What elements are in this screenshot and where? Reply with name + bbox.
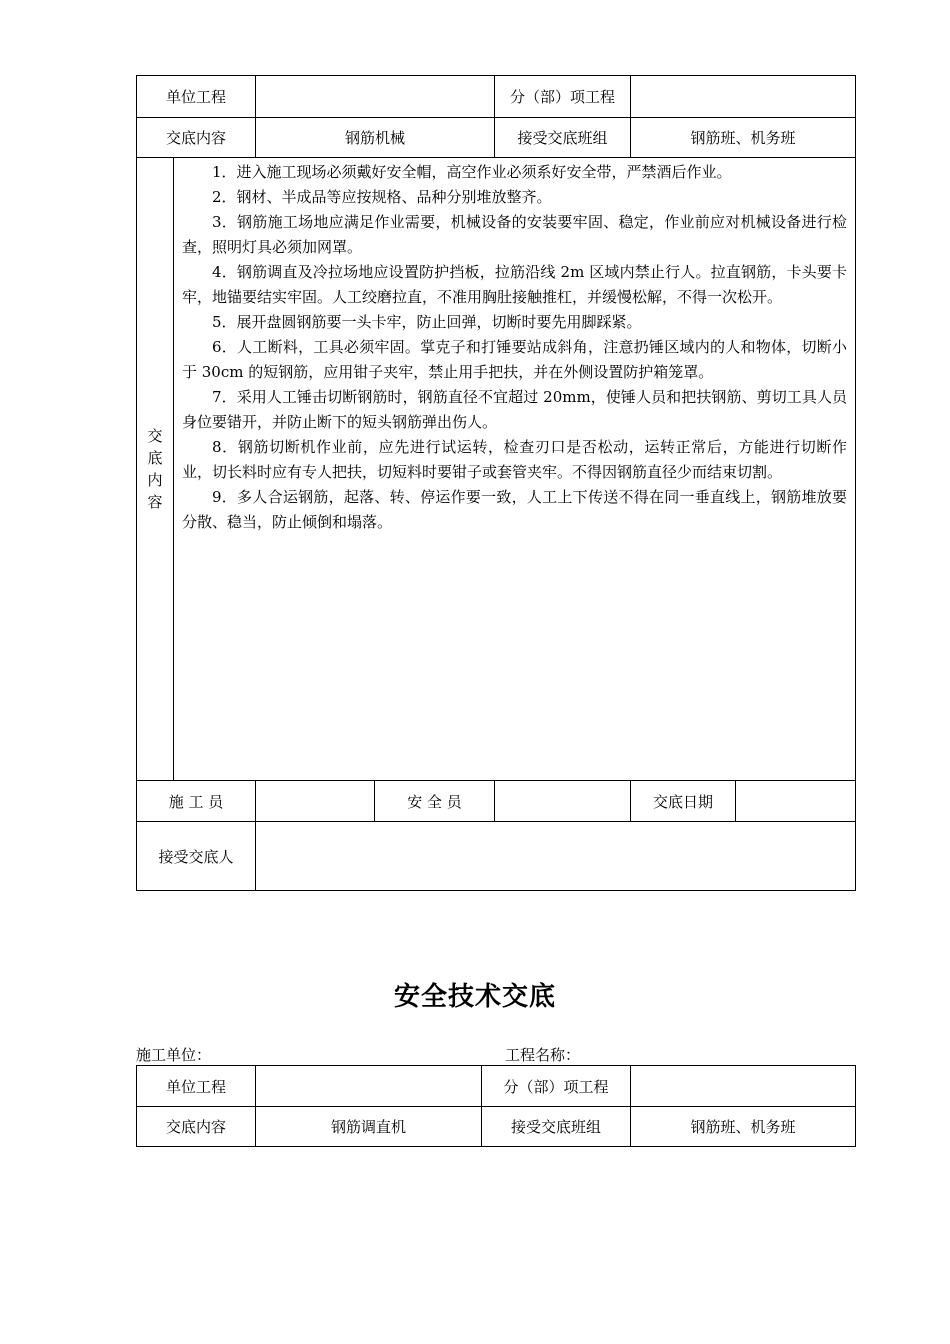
- worker-field[interactable]: [256, 781, 375, 822]
- vertical-char: 内: [147, 471, 163, 489]
- safety-officer-label: 安 全 员: [375, 781, 495, 822]
- content-item: 8．钢筋切断机作业前，应先进行试运转，检查刃口是否松动，运转正常后，方能进行切断作业，切长料时应有专人把扶，切短料时要钳子或套管夹牢。不得因钢筋直径少而结束切割。: [182, 438, 848, 481]
- vertical-char: 容: [147, 493, 163, 511]
- team-value: 钢筋班、机务班: [631, 1107, 856, 1147]
- project-name-label: 工程名称：: [505, 1046, 581, 1064]
- vertical-char: 底: [147, 449, 163, 467]
- team-value: 钢筋班、机务班: [631, 118, 856, 158]
- date-label: 交底日期: [631, 781, 736, 822]
- receiver-label: 接受交底人: [137, 822, 256, 891]
- safety-officer-field[interactable]: [495, 781, 631, 822]
- page-title: 安全技术交底: [393, 982, 556, 1012]
- content-item: 1．进入施工现场必须戴好安全帽，高空作业必须系好安全带，严禁酒后作业。: [212, 163, 732, 181]
- content-item: 5．展开盘圆钢筋要一头卡牢，防止回弹，切断时要先用脚踩紧。: [212, 313, 642, 331]
- unit-project-field[interactable]: [256, 76, 495, 118]
- construction-unit-label: 施工单位：: [136, 1046, 212, 1064]
- content-item: 7．采用人工锤击切断钢筋时，钢筋直径不宜超过 20mm，使锤人员和把扶钢筋、剪切工具人员身位要错开，并防止断下的短头钢筋弹出伤人。: [182, 388, 848, 431]
- unit-project-label: 单位工程: [137, 1066, 256, 1107]
- team-label: 接受交底班组: [482, 1107, 631, 1147]
- content-value: 钢筋机械: [256, 118, 495, 158]
- content-item: 9．多人合运钢筋，起落、转、停运作要一致，人工上下传送不得在同一垂直线上，钢筋堆放要分散、稳当，防止倾倒和塌落。: [182, 488, 848, 531]
- sub-project-field[interactable]: [631, 76, 856, 118]
- content-item: 3．钢筋施工场地应满足作业需要，机械设备的安装要牢固、稳定，作业前应对机械设备进行检查，照明灯具必须加网罩。: [182, 213, 848, 256]
- content-vertical-label: [137, 158, 174, 781]
- unit-project-field[interactable]: [256, 1066, 482, 1107]
- sub-project-label: 分（部）项工程: [482, 1066, 631, 1107]
- sub-project-field[interactable]: [631, 1066, 856, 1107]
- date-field[interactable]: [736, 781, 856, 822]
- worker-label: 施 工 员: [137, 781, 256, 822]
- content-item: 4．钢筋调直及冷拉场地应设置防护挡板，拉筋沿线 2m 区域内禁止行人。拉直钢筋，卡头要卡牢，地锚要结实牢固。人工绞磨拉直，不准用胸肚接触推杠，并缓慢松解，不得一次松开。: [182, 263, 848, 306]
- disclosure-table-1: [136, 75, 856, 891]
- sub-project-label: 分（部）项工程: [495, 76, 631, 118]
- receiver-field[interactable]: [256, 822, 856, 891]
- content-label: 交底内容: [137, 1107, 256, 1147]
- unit-project-label: 单位工程: [137, 76, 256, 118]
- content-item: 2．钢材、半成品等应按规格、品种分别堆放整齐。: [212, 188, 552, 206]
- disclosure-table-2: [136, 1065, 856, 1147]
- content-item: 6．人工断料，工具必须牢固。掌克子和打锤要站成斜角，注意扔锤区域内的人和物体，切断小于 30cm 的短钢筋，应用钳子夹牢，禁止用手把扶，并在外侧设置防护箱笼罩。: [182, 338, 848, 381]
- vertical-char: 交: [147, 427, 163, 445]
- team-label: 接受交底班组: [495, 118, 631, 158]
- content-label: 交底内容: [137, 118, 256, 158]
- content-value: 钢筋调直机: [256, 1107, 482, 1147]
- disclosure-content: [174, 158, 856, 781]
